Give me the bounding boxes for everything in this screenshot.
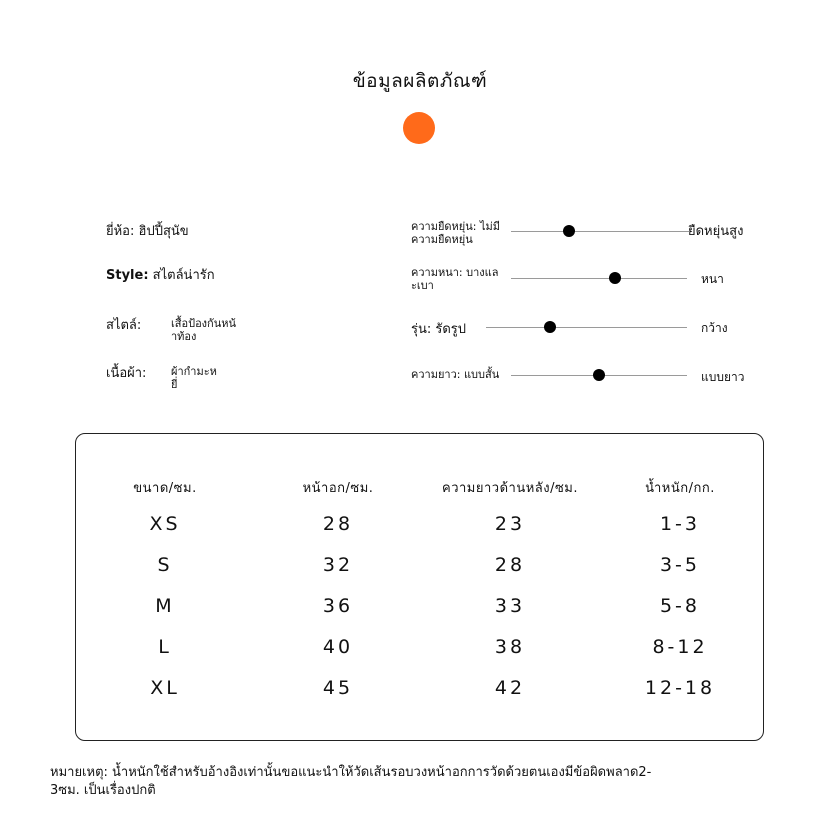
style-en-label: Style: xyxy=(106,268,149,283)
rating-track-elasticity xyxy=(511,231,691,232)
rating-label-line2: ความยืดหยุ่น xyxy=(411,233,473,246)
footnote-line2: 3ซม. เป็นเรื่องปกติ xyxy=(50,783,156,798)
rating-label-line1: ความยืดหยุ่น: ไม่มี xyxy=(411,220,501,233)
fabric-value-line2: ยี่ xyxy=(171,378,178,391)
fabric-value xyxy=(171,365,217,391)
rating-track-thickness xyxy=(511,278,687,279)
table-cell: 3-5 xyxy=(659,554,701,576)
rating-label-elasticity xyxy=(411,220,500,246)
style-th-label: สไตล์: xyxy=(106,318,142,333)
rating-knob xyxy=(544,321,556,333)
fabric-label: เนื้อผ้า: xyxy=(106,366,147,381)
style-en-row xyxy=(106,268,215,283)
footnote xyxy=(50,764,810,800)
rating-knob xyxy=(609,272,621,284)
header-weight: น้ำหนัก/กก. xyxy=(645,481,715,496)
table-cell: 28 xyxy=(494,554,526,576)
brand-label: ยี่ห้อ: xyxy=(106,224,135,239)
footnote-line1: หมายเหตุ: น้ำหนักใช้สำหรับอ้างอิงเท่านั้นขอแนะนำให้วัดเส้นรอบวงหน้าอกการวัดด้วยตนเองมีข้อผิดพลาด2- xyxy=(50,765,652,780)
table-cell: 40 xyxy=(322,636,354,658)
rating-label-thickness xyxy=(411,266,498,292)
page-title: ข้อมูลผลิตภัณฑ์ xyxy=(352,70,488,92)
rating-right-elasticity: ยืดหยุ่นสูง xyxy=(688,224,744,239)
header-back-length: ความยาวด้านหลัง/ซม. xyxy=(442,481,578,496)
table-cell: 1-3 xyxy=(659,513,701,535)
table-cell: 5-8 xyxy=(659,595,701,617)
table-cell: 8-12 xyxy=(652,636,708,658)
table-cell: M xyxy=(155,595,175,617)
style-th-value-line1: เสื้อป้องกันหน้ xyxy=(171,317,236,330)
accent-dot xyxy=(403,112,435,144)
table-cell: XL xyxy=(150,677,180,699)
table-cell: 33 xyxy=(494,595,526,617)
table-cell: 42 xyxy=(494,677,526,699)
table-cell: L xyxy=(158,636,172,658)
table-cell: 32 xyxy=(322,554,354,576)
rating-label-length: ความยาว: แบบสั้น xyxy=(411,368,500,381)
table-cell: 36 xyxy=(322,595,354,617)
rating-knob xyxy=(593,369,605,381)
rating-label-fit: รุ่น: รัดรูป xyxy=(411,322,467,337)
rating-right-fit: กว้าง xyxy=(701,321,728,335)
rating-label-line2: ะเบา xyxy=(411,279,434,292)
table-cell: 12-18 xyxy=(644,677,716,699)
header-chest: หน้าอก/ซม. xyxy=(302,481,374,496)
table-cell: S xyxy=(157,554,173,576)
table-cell: 45 xyxy=(322,677,354,699)
rating-right-length: แบบยาว xyxy=(701,370,745,384)
rating-knob xyxy=(563,225,575,237)
style-th-value-line2: าท้อง xyxy=(171,330,197,343)
rating-track-fit xyxy=(486,327,687,328)
rating-right-thickness: หนา xyxy=(701,272,724,286)
style-th-value xyxy=(171,317,236,343)
brand-row xyxy=(106,224,189,239)
fabric-value-line1: ผ้ากำมะห xyxy=(171,365,217,378)
rating-label-line1: ความหนา: บางแล xyxy=(411,266,499,279)
table-cell: 28 xyxy=(322,513,354,535)
table-cell: 23 xyxy=(494,513,526,535)
header-size: ขนาด/ซม. xyxy=(133,481,197,496)
table-cell: 38 xyxy=(494,636,526,658)
rating-track-length xyxy=(511,375,687,376)
brand-value: ฮิปปี้สุนัข xyxy=(138,224,189,239)
table-cell: XS xyxy=(149,513,181,535)
style-en-value: สไตล์น่ารัก xyxy=(152,268,215,283)
